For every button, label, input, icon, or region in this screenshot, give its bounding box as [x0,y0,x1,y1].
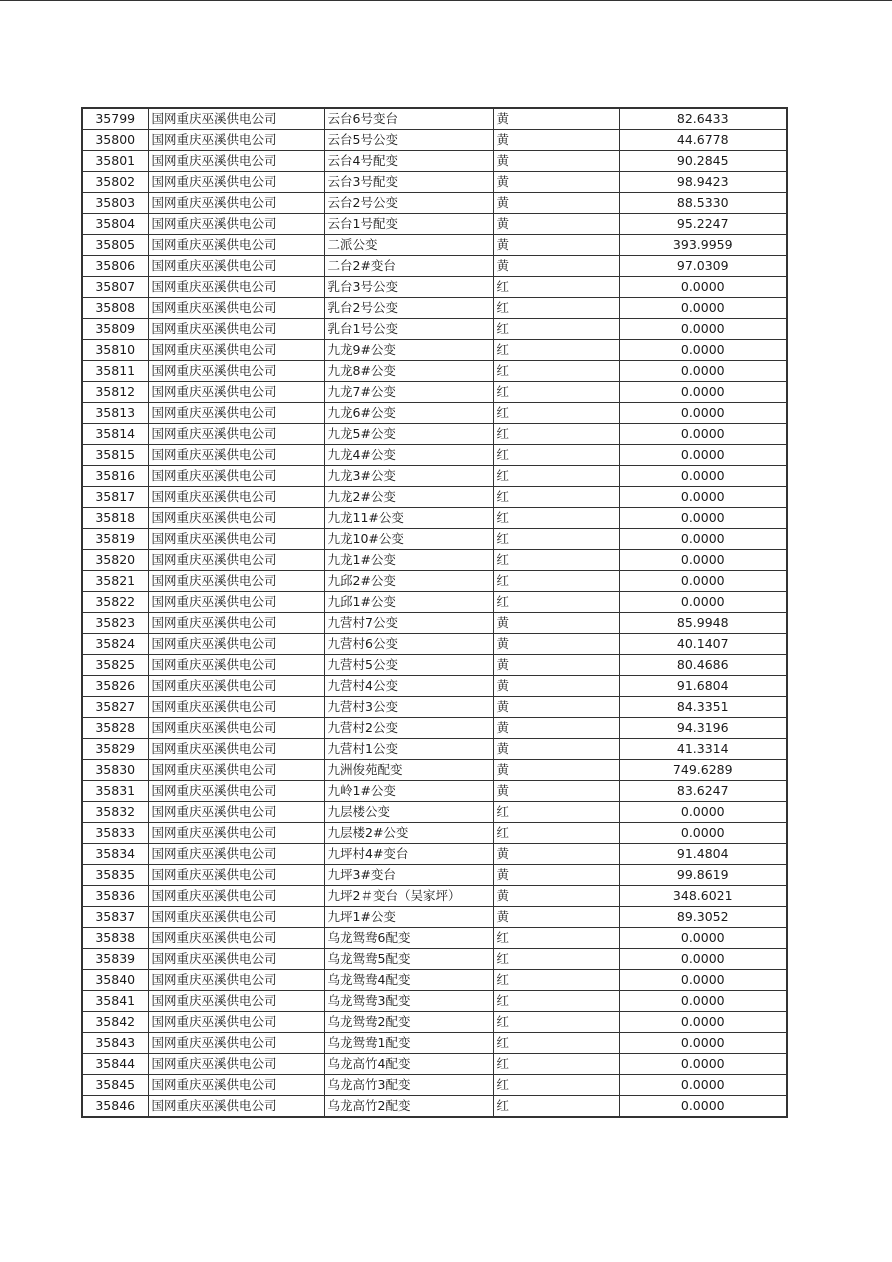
table-row [82,844,787,865]
load-value-cell: 0.0000 [619,487,787,508]
load-value-cell: 83.6247 [619,781,787,802]
table-row [82,1012,787,1033]
company-cell: 国网重庆巫溪供电公司 [148,1012,324,1033]
transformer-name-cell: 九邱2#公变 [324,571,493,592]
transformer-name-cell: 九龙6#公变 [324,403,493,424]
load-value-cell: 0.0000 [619,1096,787,1118]
transformer-name-cell: 九岭1#公变 [324,781,493,802]
table-row [82,907,787,928]
record-id-cell: 35813 [82,403,148,424]
load-value-cell: 98.9423 [619,172,787,193]
status-level-cell: 黄 [493,844,619,865]
record-id-cell: 35828 [82,718,148,739]
company-cell: 国网重庆巫溪供电公司 [148,1096,324,1118]
table-row [82,571,787,592]
company-cell: 国网重庆巫溪供电公司 [148,487,324,508]
load-value-cell: 0.0000 [619,1012,787,1033]
table-row [82,697,787,718]
record-id-cell: 35833 [82,823,148,844]
load-value-cell: 0.0000 [619,466,787,487]
record-id-cell: 35809 [82,319,148,340]
status-level-cell: 红 [493,928,619,949]
transformer-name-cell: 云台5号公变 [324,130,493,151]
company-cell: 国网重庆巫溪供电公司 [148,592,324,613]
transformer-name-cell: 云台1号配变 [324,214,493,235]
table-row [82,529,787,550]
transformer-name-cell: 云台6号变台 [324,108,493,130]
company-cell: 国网重庆巫溪供电公司 [148,781,324,802]
load-value-cell: 0.0000 [619,949,787,970]
table-row [82,445,787,466]
record-id-cell: 35824 [82,634,148,655]
transformer-name-cell: 云台3号配变 [324,172,493,193]
transformer-name-cell: 九邱1#公变 [324,592,493,613]
load-value-cell: 393.9959 [619,235,787,256]
record-id-cell: 35836 [82,886,148,907]
status-level-cell: 黄 [493,760,619,781]
load-value-cell: 749.6289 [619,760,787,781]
company-cell: 国网重庆巫溪供电公司 [148,865,324,886]
company-cell: 国网重庆巫溪供电公司 [148,1054,324,1075]
transformer-name-cell: 乌龙鸳鸯1配变 [324,1033,493,1054]
record-id-cell: 35840 [82,970,148,991]
company-cell: 国网重庆巫溪供电公司 [148,991,324,1012]
transformer-name-cell: 乌龙鸳鸯4配变 [324,970,493,991]
record-id-cell: 35811 [82,361,148,382]
page-top-border [0,0,892,1]
record-id-cell: 35839 [82,949,148,970]
record-id-cell: 35800 [82,130,148,151]
table-row [82,214,787,235]
table-row [82,382,787,403]
record-id-cell: 35818 [82,508,148,529]
company-cell: 国网重庆巫溪供电公司 [148,928,324,949]
transformer-name-cell: 乳台3号公变 [324,277,493,298]
table-row [82,760,787,781]
record-id-cell: 35816 [82,466,148,487]
table-row [82,1096,787,1118]
load-value-cell: 40.1407 [619,634,787,655]
record-id-cell: 35829 [82,739,148,760]
table-row [82,403,787,424]
status-level-cell: 黄 [493,151,619,172]
transformer-name-cell: 九坪村4#变台 [324,844,493,865]
load-value-cell: 89.3052 [619,907,787,928]
company-cell: 国网重庆巫溪供电公司 [148,298,324,319]
record-id-cell: 35817 [82,487,148,508]
record-id-cell: 35842 [82,1012,148,1033]
table-row [82,1075,787,1096]
transformer-name-cell: 乌龙鸳鸯6配变 [324,928,493,949]
transformer-name-cell: 九龙10#公变 [324,529,493,550]
record-id-cell: 35805 [82,235,148,256]
status-level-cell: 红 [493,991,619,1012]
company-cell: 国网重庆巫溪供电公司 [148,676,324,697]
status-level-cell: 红 [493,277,619,298]
status-level-cell: 红 [493,1012,619,1033]
load-value-cell: 84.3351 [619,697,787,718]
load-value-cell: 0.0000 [619,1054,787,1075]
company-cell: 国网重庆巫溪供电公司 [148,571,324,592]
load-value-cell: 0.0000 [619,970,787,991]
status-level-cell: 红 [493,802,619,823]
record-id-cell: 35825 [82,655,148,676]
record-id-cell: 35837 [82,907,148,928]
table-row [82,108,787,130]
status-level-cell: 黄 [493,655,619,676]
company-cell: 国网重庆巫溪供电公司 [148,172,324,193]
table-row [82,865,787,886]
status-level-cell: 黄 [493,907,619,928]
company-cell: 国网重庆巫溪供电公司 [148,508,324,529]
company-cell: 国网重庆巫溪供电公司 [148,382,324,403]
load-value-cell: 0.0000 [619,319,787,340]
table-row [82,298,787,319]
status-level-cell: 红 [493,487,619,508]
status-level-cell: 红 [493,1075,619,1096]
company-cell: 国网重庆巫溪供电公司 [148,529,324,550]
record-id-cell: 35846 [82,1096,148,1118]
company-cell: 国网重庆巫溪供电公司 [148,424,324,445]
load-value-cell: 0.0000 [619,529,787,550]
table-row [82,886,787,907]
transformer-name-cell: 九龙3#公变 [324,466,493,487]
record-id-cell: 35820 [82,550,148,571]
company-cell: 国网重庆巫溪供电公司 [148,844,324,865]
status-level-cell: 红 [493,1096,619,1118]
transformer-name-cell: 乳台1号公变 [324,319,493,340]
transformer-name-cell: 乌龙高竹2配变 [324,1096,493,1118]
company-cell: 国网重庆巫溪供电公司 [148,655,324,676]
company-cell: 国网重庆巫溪供电公司 [148,235,324,256]
transformer-name-cell: 九龙4#公变 [324,445,493,466]
company-cell: 国网重庆巫溪供电公司 [148,193,324,214]
transformer-name-cell: 九营村6公变 [324,634,493,655]
record-id-cell: 35827 [82,697,148,718]
record-id-cell: 35834 [82,844,148,865]
table-row [82,424,787,445]
record-id-cell: 35802 [82,172,148,193]
table-row [82,676,787,697]
table-row [82,550,787,571]
record-id-cell: 35830 [82,760,148,781]
transformer-name-cell: 九坪1#公变 [324,907,493,928]
status-level-cell: 黄 [493,130,619,151]
status-level-cell: 红 [493,970,619,991]
load-value-cell: 97.0309 [619,256,787,277]
record-id-cell: 35814 [82,424,148,445]
status-level-cell: 红 [493,529,619,550]
table-row [82,592,787,613]
table-row [82,802,787,823]
transformer-name-cell: 九龙7#公变 [324,382,493,403]
table-row [82,151,787,172]
status-level-cell: 黄 [493,676,619,697]
load-value-cell: 0.0000 [619,802,787,823]
status-level-cell: 红 [493,445,619,466]
record-id-cell: 35819 [82,529,148,550]
table-row [82,277,787,298]
company-cell: 国网重庆巫溪供电公司 [148,634,324,655]
transformer-name-cell: 二派公变 [324,235,493,256]
record-id-cell: 35812 [82,382,148,403]
record-id-cell: 35799 [82,108,148,130]
status-level-cell: 红 [493,949,619,970]
company-cell: 国网重庆巫溪供电公司 [148,970,324,991]
load-value-cell: 0.0000 [619,403,787,424]
company-cell: 国网重庆巫溪供电公司 [148,760,324,781]
table-row [82,193,787,214]
status-level-cell: 黄 [493,697,619,718]
status-level-cell: 红 [493,361,619,382]
status-level-cell: 红 [493,1033,619,1054]
company-cell: 国网重庆巫溪供电公司 [148,802,324,823]
transformer-name-cell: 云台2号公变 [324,193,493,214]
load-value-cell: 0.0000 [619,550,787,571]
load-value-cell: 0.0000 [619,382,787,403]
load-value-cell: 0.0000 [619,1075,787,1096]
transformer-name-cell: 乌龙鸳鸯3配变 [324,991,493,1012]
record-id-cell: 35804 [82,214,148,235]
company-cell: 国网重庆巫溪供电公司 [148,823,324,844]
status-level-cell: 黄 [493,214,619,235]
load-value-cell: 348.6021 [619,886,787,907]
company-cell: 国网重庆巫溪供电公司 [148,108,324,130]
record-id-cell: 35815 [82,445,148,466]
load-value-cell: 0.0000 [619,340,787,361]
company-cell: 国网重庆巫溪供电公司 [148,907,324,928]
record-id-cell: 35821 [82,571,148,592]
status-level-cell: 红 [493,571,619,592]
status-level-cell: 黄 [493,739,619,760]
company-cell: 国网重庆巫溪供电公司 [148,718,324,739]
load-value-cell: 0.0000 [619,991,787,1012]
status-level-cell: 黄 [493,718,619,739]
record-id-cell: 35835 [82,865,148,886]
load-value-cell: 0.0000 [619,424,787,445]
load-value-cell: 0.0000 [619,571,787,592]
record-id-cell: 35832 [82,802,148,823]
company-cell: 国网重庆巫溪供电公司 [148,340,324,361]
load-value-cell: 94.3196 [619,718,787,739]
record-id-cell: 35838 [82,928,148,949]
transformer-name-cell: 九营村7公变 [324,613,493,634]
status-level-cell: 黄 [493,256,619,277]
transformer-name-cell: 九龙8#公变 [324,361,493,382]
company-cell: 国网重庆巫溪供电公司 [148,214,324,235]
record-id-cell: 35807 [82,277,148,298]
record-id-cell: 35844 [82,1054,148,1075]
transformer-name-cell: 九营村1公变 [324,739,493,760]
status-level-cell: 红 [493,403,619,424]
transformer-name-cell: 九龙1#公变 [324,550,493,571]
load-value-cell: 91.6804 [619,676,787,697]
company-cell: 国网重庆巫溪供电公司 [148,466,324,487]
table-row [82,823,787,844]
company-cell: 国网重庆巫溪供电公司 [148,319,324,340]
table-row [82,928,787,949]
table-body [82,108,787,1117]
transformer-name-cell: 九洲俊苑配变 [324,760,493,781]
load-value-cell: 0.0000 [619,298,787,319]
load-value-cell: 0.0000 [619,592,787,613]
status-level-cell: 红 [493,319,619,340]
table-row [82,361,787,382]
record-id-cell: 35801 [82,151,148,172]
table-row [82,319,787,340]
load-value-cell: 91.4804 [619,844,787,865]
transformer-name-cell: 九层楼2#公变 [324,823,493,844]
status-level-cell: 红 [493,508,619,529]
transformer-status-table [81,107,788,1118]
company-cell: 国网重庆巫溪供电公司 [148,886,324,907]
load-value-cell: 95.2247 [619,214,787,235]
status-level-cell: 红 [493,823,619,844]
company-cell: 国网重庆巫溪供电公司 [148,697,324,718]
load-value-cell: 41.3314 [619,739,787,760]
transformer-name-cell: 九营村4公变 [324,676,493,697]
load-value-cell: 82.6433 [619,108,787,130]
table-row [82,739,787,760]
company-cell: 国网重庆巫溪供电公司 [148,151,324,172]
transformer-name-cell: 九层楼公变 [324,802,493,823]
company-cell: 国网重庆巫溪供电公司 [148,949,324,970]
table-row [82,466,787,487]
status-level-cell: 红 [493,298,619,319]
table-row [82,340,787,361]
load-value-cell: 85.9948 [619,613,787,634]
status-level-cell: 黄 [493,172,619,193]
load-value-cell: 0.0000 [619,445,787,466]
transformer-name-cell: 九龙9#公变 [324,340,493,361]
record-id-cell: 35822 [82,592,148,613]
table-row [82,970,787,991]
company-cell: 国网重庆巫溪供电公司 [148,403,324,424]
transformer-name-cell: 九坪2＃变台（吴家坪） [324,886,493,907]
load-value-cell: 0.0000 [619,277,787,298]
record-id-cell: 35808 [82,298,148,319]
company-cell: 国网重庆巫溪供电公司 [148,1033,324,1054]
transformer-name-cell: 乌龙高竹3配变 [324,1075,493,1096]
status-level-cell: 黄 [493,865,619,886]
table-row [82,235,787,256]
table-row [82,949,787,970]
record-id-cell: 35806 [82,256,148,277]
record-id-cell: 35841 [82,991,148,1012]
company-cell: 国网重庆巫溪供电公司 [148,445,324,466]
transformer-name-cell: 乌龙鸳鸯2配变 [324,1012,493,1033]
table-row [82,655,787,676]
company-cell: 国网重庆巫溪供电公司 [148,1075,324,1096]
transformer-name-cell: 九龙11#公变 [324,508,493,529]
load-value-cell: 0.0000 [619,823,787,844]
company-cell: 国网重庆巫溪供电公司 [148,361,324,382]
table-row [82,781,787,802]
table-row [82,613,787,634]
status-level-cell: 黄 [493,613,619,634]
load-value-cell: 88.5330 [619,193,787,214]
status-level-cell: 红 [493,466,619,487]
company-cell: 国网重庆巫溪供电公司 [148,277,324,298]
transformer-name-cell: 九营村3公变 [324,697,493,718]
transformer-name-cell: 云台4号配变 [324,151,493,172]
record-id-cell: 35823 [82,613,148,634]
table-row [82,130,787,151]
table-row [82,1033,787,1054]
load-value-cell: 0.0000 [619,928,787,949]
transformer-name-cell: 九营村5公变 [324,655,493,676]
transformer-name-cell: 九坪3#变台 [324,865,493,886]
record-id-cell: 35803 [82,193,148,214]
record-id-cell: 35845 [82,1075,148,1096]
table-row [82,172,787,193]
transformer-name-cell: 九龙5#公变 [324,424,493,445]
transformer-name-cell: 乌龙高竹4配变 [324,1054,493,1075]
status-level-cell: 红 [493,592,619,613]
status-level-cell: 红 [493,550,619,571]
load-value-cell: 44.6778 [619,130,787,151]
record-id-cell: 35826 [82,676,148,697]
load-value-cell: 0.0000 [619,508,787,529]
company-cell: 国网重庆巫溪供电公司 [148,550,324,571]
status-level-cell: 黄 [493,634,619,655]
transformer-name-cell: 乳台2号公变 [324,298,493,319]
transformer-name-cell: 乌龙鸳鸯5配变 [324,949,493,970]
company-cell: 国网重庆巫溪供电公司 [148,739,324,760]
load-value-cell: 80.4686 [619,655,787,676]
table-row [82,718,787,739]
status-level-cell: 黄 [493,235,619,256]
table-row [82,991,787,1012]
record-id-cell: 35810 [82,340,148,361]
record-id-cell: 35843 [82,1033,148,1054]
transformer-name-cell: 九龙2#公变 [324,487,493,508]
transformer-name-cell: 九营村2公变 [324,718,493,739]
transformer-name-cell: 二台2#变台 [324,256,493,277]
status-level-cell: 黄 [493,781,619,802]
status-level-cell: 红 [493,1054,619,1075]
load-value-cell: 90.2845 [619,151,787,172]
table-row [82,256,787,277]
company-cell: 国网重庆巫溪供电公司 [148,613,324,634]
company-cell: 国网重庆巫溪供电公司 [148,256,324,277]
load-value-cell: 99.8619 [619,865,787,886]
table-row [82,508,787,529]
status-level-cell: 黄 [493,886,619,907]
status-level-cell: 红 [493,340,619,361]
load-value-cell: 0.0000 [619,361,787,382]
status-level-cell: 黄 [493,108,619,130]
status-level-cell: 黄 [493,193,619,214]
record-id-cell: 35831 [82,781,148,802]
table-row [82,487,787,508]
table-row [82,634,787,655]
table-row [82,1054,787,1075]
status-level-cell: 红 [493,382,619,403]
load-value-cell: 0.0000 [619,1033,787,1054]
status-level-cell: 红 [493,424,619,445]
company-cell: 国网重庆巫溪供电公司 [148,130,324,151]
